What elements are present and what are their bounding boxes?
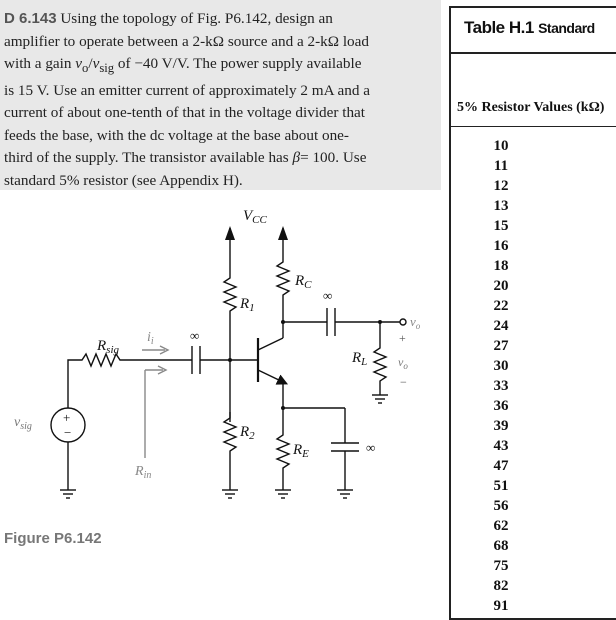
re-label: $R_E$	[293, 442, 309, 460]
gain-numerator-sub: o	[82, 61, 89, 76]
resistor-value: 20	[493, 278, 509, 294]
resistor-value: 47	[493, 458, 509, 474]
resistor-value: 16	[493, 238, 509, 254]
gain-numerator: v	[75, 55, 83, 72]
resistor-value: 24	[493, 318, 509, 334]
rsig-label: $R_{sig}$	[97, 338, 120, 356]
resistor-value: 56	[493, 498, 509, 514]
problem-statement	[4, 8, 434, 192]
figure-panel	[0, 190, 441, 616]
resistor-value: 33	[493, 378, 509, 394]
circuit-diagram	[0, 190, 441, 616]
vo-label: $v_o$	[398, 355, 408, 371]
rin-arrow	[145, 366, 166, 458]
resistor-value: 68	[493, 538, 509, 554]
resistor-value: 27	[493, 338, 509, 354]
resistor-value: 43	[493, 438, 509, 454]
resistor-value: 12	[493, 178, 509, 194]
problem-line: of −40 V/V. The power supply available	[114, 55, 362, 72]
rin-label: $R_{in}$	[135, 464, 152, 481]
resistor-value: 10	[493, 138, 509, 154]
vo-minus: −	[400, 375, 407, 389]
table-title-word: Standard	[538, 20, 595, 36]
r1-resistor	[224, 270, 236, 350]
beta-symbol: β	[292, 149, 301, 167]
vcc-arrow-rc	[278, 226, 288, 252]
gain-denominator-sub: sig	[99, 61, 115, 76]
problem-line: feeds the base, with the dc voltage at the base about one-	[4, 126, 349, 144]
vsig-label: $v_{sig}$	[14, 415, 32, 432]
vo-terminal-label: $v_o$	[410, 314, 421, 331]
re-resistor	[275, 408, 291, 498]
gain-denominator: v	[92, 55, 100, 72]
table-title-bar	[451, 8, 616, 54]
rc-resistor	[277, 252, 289, 322]
ce-infinity: ∞	[366, 440, 376, 455]
cc1-infinity: ∞	[190, 328, 200, 343]
table-column-header	[451, 94, 616, 127]
gain-slash: /	[88, 55, 93, 72]
column-header-label: 5% Resistor Values (kΩ)	[457, 100, 605, 115]
source-minus: −	[64, 425, 72, 440]
resistor-value: 75	[493, 558, 509, 574]
resistor-value: 11	[493, 158, 509, 174]
source-plus: +	[63, 410, 71, 425]
problem-line: = 100. Use	[300, 149, 367, 167]
problem-line: amplifier to operate between a 2-kΩ source and a 2-kΩ load	[4, 32, 369, 50]
problem-line: with a gain	[4, 55, 76, 72]
resistor-value: 62	[493, 518, 509, 534]
rsig-resistor	[68, 354, 122, 408]
resistor-values-list	[451, 136, 551, 616]
resistor-value: 36	[493, 398, 509, 414]
resistor-value: 91	[493, 598, 509, 614]
input-coupling-capacitor	[192, 346, 200, 374]
table-number: Table H.1	[464, 18, 534, 37]
resistor-table	[449, 6, 616, 620]
problem-id: D 6.143	[4, 10, 57, 27]
rl-label: $R_L$	[352, 350, 368, 368]
resistor-value: 51	[493, 478, 509, 494]
resistor-value: 30	[493, 358, 509, 374]
bjt-transistor	[258, 322, 283, 408]
resistor-value: 18	[493, 258, 509, 274]
ii-label: $i_i$	[147, 330, 154, 347]
output-coupling-capacitor	[327, 308, 335, 336]
rc-label: $R_C$	[295, 273, 312, 291]
resistor-value: 82	[493, 578, 509, 594]
problem-line: third of the supply. The transistor available has	[4, 149, 293, 167]
r2-resistor	[222, 412, 238, 498]
problem-line: standard 5% resistor (see Appendix H).	[4, 171, 243, 189]
problem-panel	[0, 0, 441, 190]
problem-line: is 15 V. Use an emitter current of approximately 2 mA and a	[4, 81, 370, 99]
r1-label: $R_1$	[240, 296, 255, 314]
vcc-label: $V_{CC}$	[243, 208, 267, 226]
resistor-value: 39	[493, 418, 509, 434]
table-title	[464, 18, 595, 38]
figure-caption: Figure P6.142	[4, 530, 102, 547]
problem-line: current of about one-tenth of that in the voltage divider that	[4, 104, 366, 122]
vo-plus: +	[399, 331, 406, 345]
r2-label: $R_2$	[240, 424, 255, 442]
output-terminal	[400, 319, 406, 325]
problem-line: Using the topology of Fig. P6.142, design an	[56, 10, 333, 27]
bypass-capacitor	[331, 408, 359, 498]
resistor-value: 15	[493, 218, 509, 234]
rl-resistor	[372, 322, 388, 403]
vcc-arrow-r1	[225, 226, 235, 270]
resistor-value: 22	[493, 298, 509, 314]
resistor-value: 13	[493, 198, 509, 214]
cc2-infinity: ∞	[323, 288, 333, 303]
